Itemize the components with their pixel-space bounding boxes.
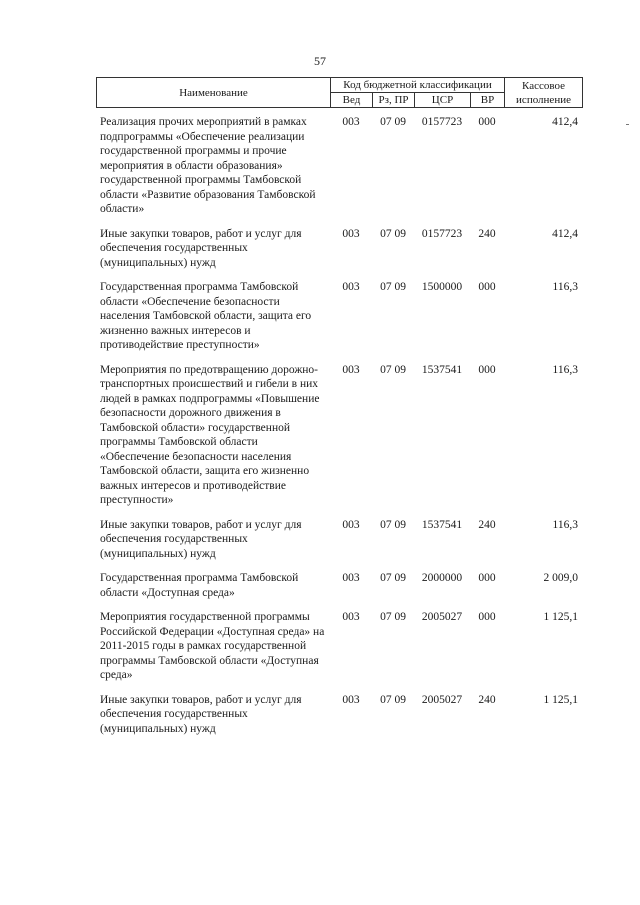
row-vr: 000 [478,116,496,128]
scan-speck [626,124,629,125]
table-row [96,115,582,227]
row-csr: 2000000 [421,572,463,584]
row-vr: 000 [478,611,496,623]
row-amount: 1 125,1 [543,611,578,623]
row-csr: 0157723 [421,227,463,240]
row-csr: 0157723 [421,116,463,128]
row-rz-pr: 07 09 [380,116,406,128]
row-amount: 2 009,0 [543,572,578,584]
table-row [96,227,582,281]
row-ved: 003 [342,611,360,623]
row-csr: 1537541 [421,518,463,531]
row-csr: 1500000 [421,281,463,293]
row-rz-pr: 07 09 [380,281,406,293]
row-vr: 000 [478,363,496,376]
row-vr: 240 [478,518,496,531]
row-name: Иные закупки товаров, работ и услуг для обеспечения государственных (муниципальных) нужд [100,227,302,269]
table-row [96,610,582,693]
row-ved: 003 [342,518,360,531]
row-vr: 240 [478,227,496,240]
header-ved: Вед [331,93,373,108]
table-row [96,518,582,572]
row-ved: 003 [342,572,360,584]
row-vr: 000 [478,572,496,584]
row-rz-pr: 07 09 [380,518,406,531]
table-row [96,693,582,747]
table-row [96,280,582,363]
row-name: Мероприятия по предотвращению дорожно-транспортных происшествий и гибели в них людей в рамках подпрограммы «Повышение безопасности дорожного движения в Тамбовской области» государственной программы Тамбовской области «Обеспечение безопасности населения Тамбовской области, защита его жизненно важных интересов и противодействие преступности» [100,363,320,506]
table-row [96,363,582,518]
row-ved: 003 [342,227,360,240]
header-csr: ЦСР [415,93,471,108]
row-ved: 003 [342,116,360,128]
budget-rows [96,115,582,746]
row-name: Иные закупки товаров, работ и услуг для обеспечения государственных (муниципальных) нужд [100,693,302,735]
row-amount: 116,3 [552,281,578,293]
row-rz-pr: 07 09 [380,363,406,376]
header-rz-pr: Рз, ПР [373,93,415,108]
row-csr: 1537541 [421,363,463,376]
header-classification: Код бюджетной классификации [331,78,505,93]
row-rz-pr: 07 09 [380,611,406,623]
row-ved: 003 [342,693,360,706]
budget-table [96,115,582,746]
row-amount: 412,4 [552,227,578,240]
row-rz-pr: 07 09 [380,572,406,584]
row-amount: 412,4 [552,116,578,128]
header-cash-execution [505,78,583,108]
row-vr: 000 [478,281,496,293]
row-amount: 116,3 [552,518,578,531]
row-name: Государственная программа Тамбовской области «Доступная среда» [100,572,299,599]
header-vr: ВР [471,93,505,108]
row-ved: 003 [342,281,360,293]
header-cash-line2: исполнение [516,93,571,106]
row-rz-pr: 07 09 [380,693,406,706]
row-rz-pr: 07 09 [380,227,406,240]
row-amount: 1 125,1 [543,693,578,706]
row-name: Государственная программа Тамбовской области «Обеспечение безопасности населения Тамбовской области, защита его жизненно важных интересов и противодействие преступности» [100,281,312,351]
row-name: Иные закупки товаров, работ и услуг для обеспечения государственных (муниципальных) нужд [100,518,302,560]
table-header [96,77,583,108]
header-name: Наименование [97,78,331,108]
page-number: 57 [314,54,326,68]
row-csr: 2005027 [421,693,463,706]
row-amount: 116,3 [552,363,578,376]
row-vr: 240 [478,693,496,706]
row-ved: 003 [342,363,360,376]
row-name: Мероприятия государственной программы Российской Федерации «Доступная среда» на 2011-2015 годы в рамках государственной программы Тамбовской области «Доступная среда» [100,611,325,681]
header-cash-line1: Кассовое [522,79,565,92]
row-name: Реализация прочих мероприятий в рамках подпрограммы «Обеспечение реализации государственной программы и прочие мероприятия в области образования» государственной программы Тамбовской области «Развитие образования Тамбовской области» [100,116,316,215]
table-row [96,571,582,610]
row-csr: 2005027 [421,611,463,623]
